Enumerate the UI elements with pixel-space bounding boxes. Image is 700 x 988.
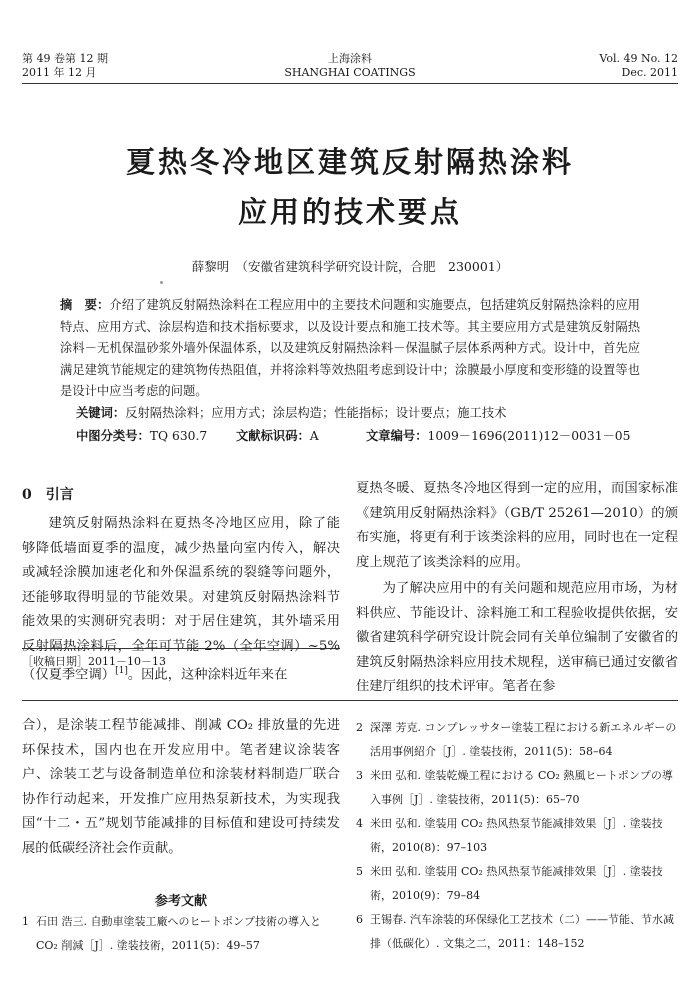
header-volume-en — [599, 52, 678, 80]
section-heading: 0 引言 — [22, 487, 74, 503]
reference-number: 1 — [22, 915, 29, 928]
article-no-value: 1009－1696(2011)12－0031－05 — [427, 429, 631, 443]
prev-article-conclusion — [22, 714, 340, 861]
reference-item — [356, 908, 678, 956]
scan-speck-icon — [160, 281, 163, 284]
references-right — [356, 716, 678, 956]
reference-number: 5 — [356, 865, 363, 878]
clc-value: TQ 630.7 — [149, 429, 208, 443]
received-date: ［收稿日期］2011－10－13 — [22, 655, 166, 668]
keywords — [76, 403, 506, 421]
header-month: Dec. 2011 — [621, 66, 678, 79]
journal-name-en: SHANGHAI COATINGS — [284, 66, 416, 79]
abstract-text: 介绍了建筑反射隔热涂料在工程应用中的主要技术问题和实施要点，包括建筑反射隔热涂料的应用特点、应用方式、涂层构造和技术指标要求，以及设计要点和施工技术等。其主要应用方式是建筑反射隔热涂料－无机保温砂浆外墙外保温体系，以及建筑反射隔热涂料－保温腻子层体系两种方式。设计中，首先应满足建筑节能规定的建筑物传热阻值，并将涂料等效热阻考虑到设计中；涂膜最小厚度和变形缝的设置等也是设计中应当考虑的问题。 — [60, 298, 640, 398]
title-line-1: 夏热冬冷地区建筑反射隔热涂料 — [125, 145, 574, 179]
header-journal — [0, 52, 700, 80]
reference-text: 石田 浩三. 自動車塗装工廠へのヒートポンプ技術の導入と CO₂ 削減［J］. 塗装技術，2011(5)：49–57 — [36, 915, 322, 952]
references-left — [22, 910, 340, 958]
intro-tail: 。因此，这种涂料近年来在 — [127, 667, 288, 683]
clc-label: 中图分类号： — [76, 428, 150, 443]
reference-text: 深澤 芳克. コンプレッサター塗装工程における新エネルギーの活用事例紹介［J］. 塗装技術，2011(5)：58–64 — [370, 721, 677, 758]
doc-code-value: A — [309, 429, 319, 443]
classification-line — [76, 426, 646, 444]
reference-number: 6 — [356, 913, 363, 926]
reference-item — [22, 910, 340, 958]
intro-paragraph-right-2: 为了解决应用中的有关问题和规范应用市场，为材料供应、节能设计、涂料施工和工程验收提供依据，安徽省建筑科学研究设计院会同有关单位编制了安徽省的建筑反射隔热涂料应用技术规程，送审稿已通过安徽省住建厅组织的技术评审。笔者在参 — [356, 581, 678, 694]
intro-paragraph-right-1: 夏热冬暖、夏热冬冷地区得到一定的应用，而国家标准《建筑用反射隔热涂料》（GB/T 25261—2010）的颁布实施，将更有利于该类涂料的应用，同时也在一定程度上规范了该类涂料的应用。 — [356, 481, 678, 570]
reference-item — [356, 860, 678, 908]
footnote-rule — [22, 648, 340, 649]
reference-text: 米田 弘和. 塗装乾燥工程における CO₂ 熱風ヒートポンプの導入事例［J］. 塗装技術，2011(5)：65–70 — [370, 769, 673, 806]
reference-item — [356, 812, 678, 860]
header-volume: 第 49 卷第 12 期 — [22, 52, 108, 65]
citation-1: [1] — [115, 666, 128, 676]
abstract — [60, 294, 640, 403]
references-heading: 参考文献 — [154, 894, 207, 909]
doc-code-label: 文献标识码： — [236, 428, 310, 443]
author-affiliation: 薛黎明 （安徽省建筑科学研究设计院，合肥 230001） — [191, 259, 509, 274]
reference-item — [356, 716, 678, 764]
keywords-label: 关键词： — [76, 405, 126, 420]
article-divider — [22, 700, 678, 701]
article-no-label: 文章编号： — [366, 428, 428, 443]
header-vol-no: Vol. 49 No. 12 — [599, 52, 678, 65]
reference-text: 米田 弘和. 塗装用 CO₂ 热风热泵节能减排效果［J］. 塗装技術，2010(8)：97–103 — [370, 817, 663, 854]
reference-text: 王锡春. 汽车涂装的环保绿化工艺技术（二）——节能、节水减排（低碳化）. 文集之二，2011：148–152 — [370, 913, 674, 950]
journal-name-cn: 上海涂料 — [328, 52, 372, 65]
keywords-text: 反射隔热涂料；应用方式；涂层构造；性能指标；设计要点；施工技术 — [125, 406, 507, 420]
conclusion-paragraph: 合），是涂装工程节能减排、削减 CO₂ 排放量的先进环保技术，国内也在开发应用中。笔者建议涂装客户、涂装工艺与设备制造单位和涂装材料制造厂联合协作行动起来，开发推广应用热泵新技术，为实现我国“十二・五”规划节能减排的目标值和建设可持续发展的低碳经济社会作贡献。 — [22, 718, 340, 856]
reference-text: 米田 弘和. 塗装用 CO₂ 热风热泵节能减排效果［J］. 塗装技術，2010(9)：79–84 — [370, 865, 663, 902]
title-line-2: 应用的技术要点 — [237, 195, 462, 229]
reference-item — [356, 764, 678, 812]
reference-number: 4 — [356, 817, 363, 830]
abstract-label: 摘 要： — [60, 297, 110, 312]
header-rule — [22, 83, 678, 84]
reference-number: 2 — [356, 721, 363, 734]
header-date: 2011 年 12 月 — [22, 66, 97, 79]
intro-text: 建筑反射隔热涂料在夏热冬冷地区应用，除了能够降低墙面夏季的温度，减少热量向室内传入，解决或减轻涂膜加速老化和外保温系统的裂缝等问题外，还能够取得明显的节能效果。对建筑反射隔热涂料节能效果的实测研究表明：对于居住建筑，其外墙采用反射隔热涂料后，全年可节能 2%（全年空调）~5%（仅夏季空调） — [22, 516, 340, 683]
intro-right-column — [356, 477, 678, 700]
reference-number: 3 — [356, 769, 363, 782]
